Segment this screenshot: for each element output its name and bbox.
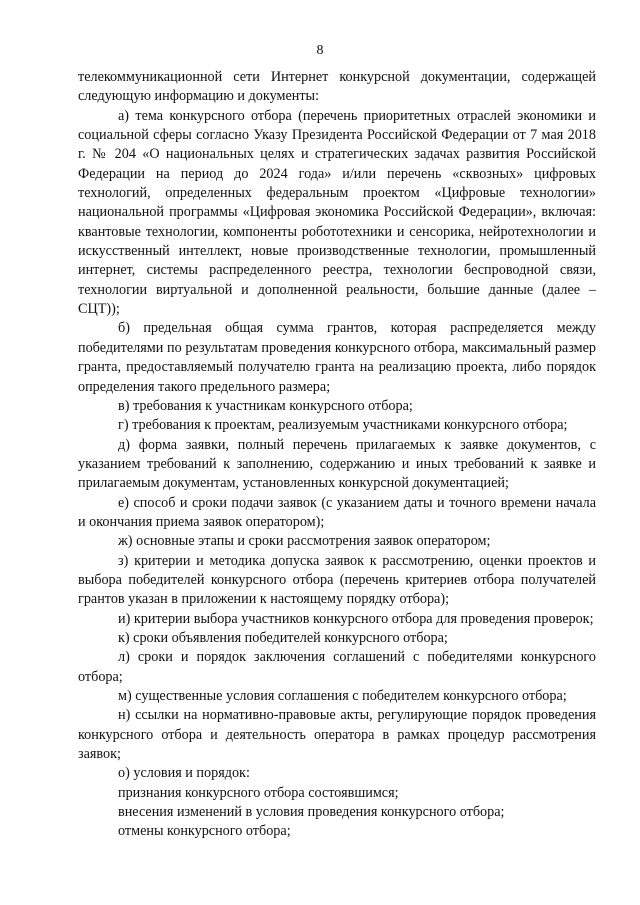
paragraph: к) сроки объявления победителей конкурсного отбора; <box>118 629 448 646</box>
document-body <box>78 68 596 842</box>
paragraph: а) тема конкурсного отбора (перечень приоритетных отраслей экономики и социальной сферы согласно Указу Президента Российской Федерации от 7 мая 2018 г. № 204 «О национальных целях и стратегических задачах развития Российской Федерации на период до 2024 года» и/или перечень «сквозных» цифровых технологий, определенных федеральным проектом «Цифровые технологии» национальной программы «Цифровая экономика Российской Федерации», включая: квантовые технологии, компоненты робототехники и сенсорика, нейротехнологии и искусственный интеллект, новые производственные технологии, промышленный интернет, системы распределенного реестра, технологии беспроводной связи, технологии виртуальной и дополненной реальности, большие данные (далее – СЦТ)); <box>78 107 596 318</box>
paragraph: л) сроки и порядок заключения соглашений с победителями конкурсного отбора; <box>78 649 596 685</box>
paragraph: е) способ и сроки подачи заявок (с указанием даты и точного времени начала и окончания приема заявок оператором); <box>78 494 596 530</box>
paragraph: внесения изменений в условия проведения конкурсного отбора; <box>118 804 505 821</box>
paragraph: и) критерии выбора участников конкурсного отбора для проведения проверок; <box>118 610 594 627</box>
paragraph: в) требования к участникам конкурсного отбора; <box>118 397 413 414</box>
paragraph: ж) основные этапы и сроки рассмотрения заявок оператором; <box>118 533 491 550</box>
paragraph: з) критерии и методика допуска заявок к рассмотрению, оценки проектов и выбора победителей конкурсного отбора (перечень критериев отбора получателей грантов указан в приложении к настоящему порядку отбора); <box>78 552 596 608</box>
paragraph: г) требования к проектам, реализуемым участниками конкурсного отбора; <box>118 417 568 434</box>
paragraph: н) ссылки на нормативно-правовые акты, регулирующие порядок проведения конкурсного отбора и деятельность оператора в рамках процедур рассмотрения заявок; <box>78 707 596 763</box>
paragraph: д) форма заявки, полный перечень прилагаемых к заявке документов, с указанием требований к заполнению, содержанию и иных требований к заявке и прилагаемым документам, установленных конкурсной документацией; <box>78 436 596 492</box>
paragraph: о) условия и порядок: <box>118 765 250 782</box>
paragraph: б) предельная общая сумма грантов, которая распределяется между победителями по результатам проведения конкурсного отбора, максимальный размер гранта, предоставляемый получателю гранта на реализацию проекта, либо порядок определения такого предельного размера; <box>78 320 596 395</box>
page-number: 8 <box>316 43 324 58</box>
paragraph: телекоммуникационной сети Интернет конкурсной документации, содержащей следующую информацию и документы: <box>78 69 596 105</box>
paragraph: отмены конкурсного отбора; <box>118 823 291 840</box>
paragraph: м) существенные условия соглашения с победителем конкурсного отбора; <box>118 688 567 704</box>
paragraph: признания конкурсного отбора состоявшимся; <box>118 784 399 801</box>
